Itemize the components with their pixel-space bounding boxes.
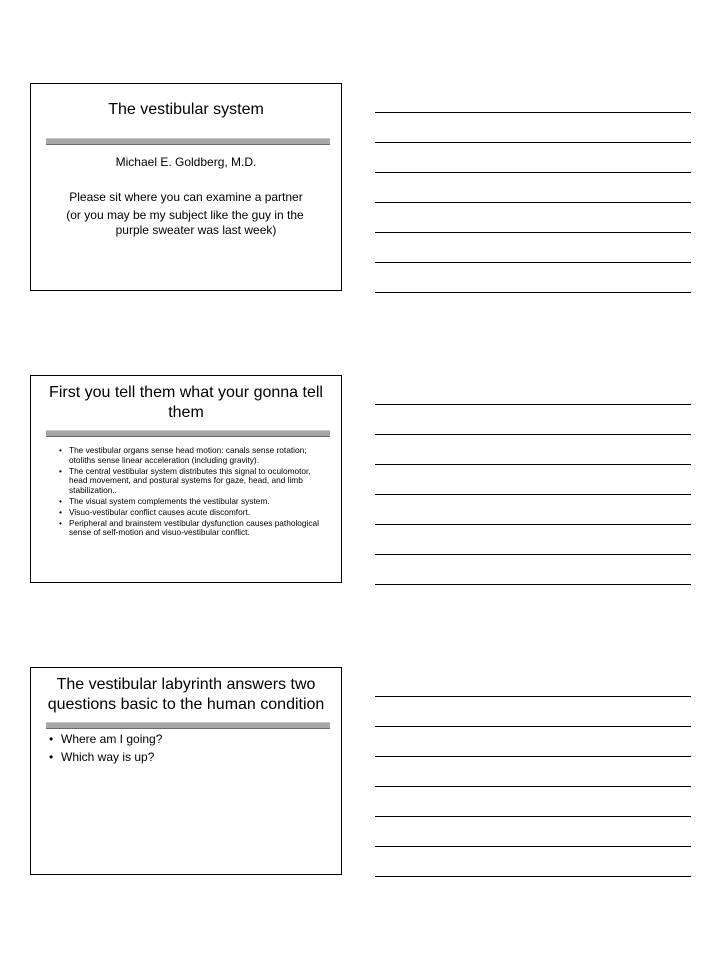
list-item (59, 446, 324, 465)
note-line (375, 524, 691, 525)
bullet-icon: • (49, 750, 54, 764)
title-divider (46, 430, 330, 437)
note-line (375, 232, 691, 233)
slide-title: The vestibular system (108, 101, 264, 118)
bullet-icon: • (59, 517, 62, 528)
note-line (375, 726, 691, 727)
author-name: Michael E. Goldberg, M.D. (115, 155, 257, 169)
bullet-icon: • (59, 445, 62, 455)
bullet-list (59, 446, 324, 539)
list-item (59, 497, 324, 507)
note-line (375, 494, 691, 495)
slide-2 (30, 375, 342, 583)
instruction-subtext: (or you may be my subject like the guy in the purple sweater was last week) (66, 208, 304, 237)
note-line (375, 112, 691, 113)
bullet-icon: • (59, 495, 62, 506)
note-line (375, 846, 691, 847)
slide-1 (30, 83, 342, 291)
bullet-text: Peripheral and brainstem vestibular dysfunction causes pathological sense of self-motion and visuo-vestibular conflict. (69, 517, 319, 537)
bullet-text: The vestibular organs sense head motion: canals sense rotation; otoliths sense linear acceleration (including gravity). (69, 445, 307, 465)
list-item (49, 749, 319, 765)
title-divider (46, 138, 330, 145)
note-line (375, 554, 691, 555)
slide-3 (30, 667, 342, 875)
note-line (375, 786, 691, 787)
bullet-icon: • (49, 732, 54, 746)
bullet-icon: • (59, 465, 62, 476)
bullet-text: Visuo-vestibular conflict causes acute discomfort. (69, 506, 251, 517)
note-line (375, 404, 691, 405)
list-item (59, 519, 324, 538)
bullet-text: The visual system complements the vestibular system. (69, 495, 270, 506)
list-item (49, 731, 319, 747)
bullet-text: Where am I going? (61, 732, 163, 746)
note-line (375, 434, 691, 435)
list-item (59, 508, 324, 518)
list-item (59, 467, 324, 496)
note-line (375, 142, 691, 143)
bullet-text: The central vestibular system distributes this signal to oculomotor, head movement, and postural systems for gaze, head, and limb stabilization.. (69, 465, 311, 495)
note-line (375, 172, 691, 173)
note-line (375, 464, 691, 465)
note-line (375, 292, 691, 293)
title-divider (46, 722, 330, 729)
bullet-icon: • (59, 506, 62, 517)
note-line (375, 816, 691, 817)
note-line (375, 262, 691, 263)
note-line (375, 756, 691, 757)
note-line (375, 696, 691, 697)
instruction-text: Please sit where you can examine a partner (69, 190, 303, 204)
bullet-text: Which way is up? (61, 750, 155, 764)
bullet-list (49, 731, 319, 767)
note-line (375, 584, 691, 585)
slide-title: First you tell them what your gonna tell them (49, 384, 323, 421)
note-line (375, 202, 691, 203)
slide-title: The vestibular labyrinth answers two questions basic to the human condition (47, 676, 325, 713)
note-line (375, 876, 691, 877)
